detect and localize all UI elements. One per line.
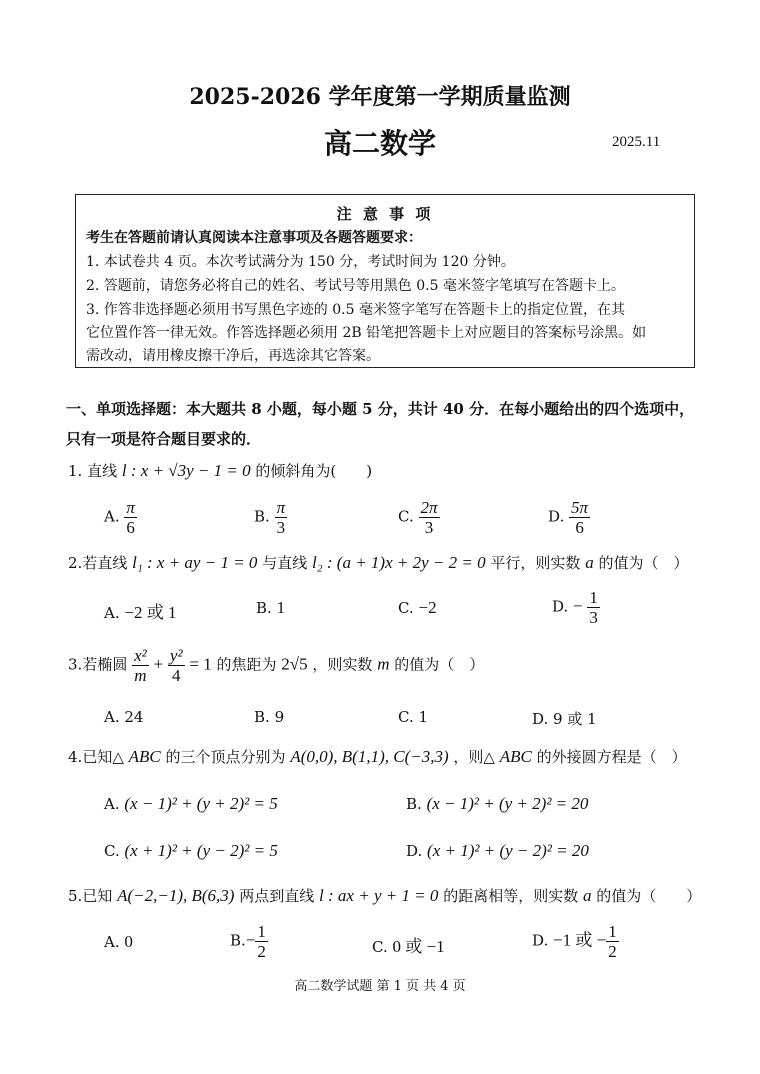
question-number: 5. bbox=[68, 887, 83, 905]
math-expression: 2√5 bbox=[281, 654, 308, 674]
option-value: 9 或 1 bbox=[553, 710, 597, 728]
question-text: 的倾斜角为( ) bbox=[255, 462, 373, 480]
option-a bbox=[104, 498, 137, 537]
option-a bbox=[104, 932, 133, 952]
option-d bbox=[532, 708, 597, 729]
option-value: 24 bbox=[124, 708, 144, 726]
section-heading: 一、单项选择题：本大题共 8 小题，每小题 5 分，共计 40 分．在每小题给出的四个选项中， bbox=[66, 400, 695, 418]
math-expression: ABC bbox=[499, 747, 532, 766]
option-d bbox=[552, 588, 600, 627]
question-text: 若直线 bbox=[82, 554, 128, 572]
option-c bbox=[104, 841, 278, 861]
option-c bbox=[398, 498, 440, 537]
option-label: D. bbox=[552, 597, 569, 616]
question-4 bbox=[68, 746, 687, 767]
exam-date: 2025.11 bbox=[612, 134, 661, 150]
math-expression: l : ax + y + 1 = 0 bbox=[319, 886, 439, 905]
math-expression: ABC bbox=[128, 747, 161, 766]
notice-item-1: 1. 本试卷共 4 页。本次考试满分为 150 分，考试时间为 120 分钟。 bbox=[86, 254, 515, 270]
option-a bbox=[104, 708, 143, 726]
option-label: B. bbox=[256, 599, 272, 617]
option-b bbox=[254, 708, 284, 726]
question-text: 已知 bbox=[82, 887, 113, 905]
question-1 bbox=[68, 460, 372, 481]
exam-title: 2025-2026 学年度第一学期质量监测 bbox=[189, 84, 571, 110]
option-label: A. bbox=[104, 604, 120, 622]
option-c bbox=[372, 932, 445, 957]
option-label: B. bbox=[254, 507, 270, 526]
fraction: $\frac{\pi}{6}$ bbox=[126, 498, 135, 537]
option-value: 1 bbox=[276, 598, 286, 617]
notice-item-3: 3. 作答非选择题必须用书写黑色字迹的 0.5 毫米签字笔写在答题卡上的指定位置，在其 bbox=[86, 302, 625, 318]
option-value: (x − 1)² + (y + 2)² = 5 bbox=[124, 794, 278, 813]
fraction: $\frac{\text{x²}}{m}$ bbox=[134, 646, 147, 685]
option-label: B. bbox=[254, 708, 270, 726]
math-variable: a bbox=[583, 886, 592, 905]
option-value: −2 或 1 bbox=[124, 603, 177, 622]
option-value: (x + 1)² + (y − 2)² = 20 bbox=[427, 841, 589, 860]
option-value: 0 bbox=[124, 932, 133, 951]
section-heading-cont: 只有一项是符合题目要求的． bbox=[66, 430, 262, 448]
option-c bbox=[398, 708, 428, 726]
notice-box bbox=[75, 194, 695, 368]
option-label: D. bbox=[532, 710, 549, 728]
question-text: ，则△ bbox=[453, 748, 495, 766]
subject-title: 高二数学 bbox=[323, 127, 436, 160]
option-label: A. bbox=[104, 708, 120, 726]
notice-item-2: 2. 答题前，请您务必将自己的姓名、考试号等用黑色 0.5 毫米签字笔填写在答题卡上。 bbox=[86, 278, 625, 294]
math-expression: l₁ : x + ay − 1 = 0 bbox=[132, 553, 258, 572]
notice-heading: 注 意 事 项 bbox=[336, 205, 434, 223]
option-label: C. bbox=[398, 708, 414, 726]
option-label: D. bbox=[548, 507, 565, 526]
option-value: (x − 1)² + (y + 2)² = 20 bbox=[426, 794, 589, 813]
notice-intro: 考生在答题前请认真阅读本注意事项及各题答题要求： bbox=[86, 230, 422, 246]
option-value: (x + 1)² + (y − 2)² = 5 bbox=[124, 841, 278, 860]
option-a bbox=[104, 794, 278, 814]
option-label: D. bbox=[532, 931, 549, 950]
option-value: −1 或 − bbox=[553, 930, 607, 950]
fraction: $\frac{1}{2}$ bbox=[257, 922, 266, 961]
question-3: 3.若椭圆 $\frac{\text{x²}}{m}$ + $\frac{\text{y²}}{4}$ = 1 的焦距为 2√5 ，则实数 m 的值为（ ） bbox=[68, 646, 485, 685]
option-value: 0 或 −1 bbox=[392, 937, 445, 956]
option-b bbox=[406, 794, 588, 814]
question-text: 的值为（ ） bbox=[598, 554, 689, 572]
question-2 bbox=[68, 552, 688, 573]
option-label: C. bbox=[398, 599, 414, 617]
question-text: 的焦距为 bbox=[216, 655, 277, 674]
question-number: 4. bbox=[68, 748, 83, 766]
page-footer: 高二数学试题 第 1 页 共 4 页 bbox=[294, 979, 466, 994]
question-number: 1. bbox=[68, 462, 83, 480]
question-text: 的值为（ ） bbox=[596, 887, 702, 905]
option-b bbox=[254, 498, 287, 537]
option-label: C. bbox=[398, 507, 414, 526]
math-variable: a bbox=[585, 553, 594, 572]
option-value: 9 bbox=[274, 708, 285, 726]
math-expression: l : x + √3y − 1 = 0 bbox=[121, 461, 251, 480]
fraction: $\frac{\pi}{3}$ bbox=[276, 498, 286, 537]
notice-item-3-end: 需改动，请用橡皮擦干净后，再选涂其它答案。 bbox=[86, 348, 380, 364]
option-label: A. bbox=[104, 795, 120, 813]
option-label: B. bbox=[230, 931, 246, 950]
question-5 bbox=[68, 885, 701, 906]
question-text: 的距离相等，则实数 bbox=[443, 887, 579, 905]
option-value: − bbox=[245, 930, 256, 950]
question-number: 2. bbox=[68, 554, 83, 572]
fraction: $\frac{2\pi}{3}$ bbox=[420, 498, 438, 537]
question-text: 两点到直线 bbox=[239, 887, 315, 905]
option-label: C. bbox=[104, 842, 120, 860]
question-text: 直线 bbox=[87, 462, 118, 480]
option-label: D. bbox=[406, 842, 423, 860]
option-label: C. bbox=[372, 938, 388, 956]
math-expression: = 1 bbox=[189, 654, 212, 674]
option-label: A. bbox=[104, 507, 120, 526]
option-value: 1 bbox=[418, 708, 429, 726]
question-text: 与直线 bbox=[262, 554, 308, 572]
option-a bbox=[104, 598, 176, 623]
math-variable: m bbox=[377, 654, 390, 674]
question-text: ，则实数 bbox=[312, 655, 373, 674]
option-d bbox=[406, 841, 589, 861]
option-label: B. bbox=[406, 795, 422, 813]
math-expression: l₂ : (a + 1)x + 2y − 2 = 0 bbox=[312, 553, 486, 572]
question-text: 若椭圆 bbox=[82, 655, 128, 674]
question-text: 的三个顶点分别为 bbox=[165, 748, 286, 766]
fraction: $\frac{1}{2}$ bbox=[608, 922, 617, 961]
math-expression: A(−2,−1), B(6,3) bbox=[117, 886, 235, 905]
option-d bbox=[548, 498, 590, 537]
question-text: 已知△ bbox=[82, 748, 124, 766]
notice-item-3-cont: 它位置作答一律无效。作答选择题必须用 2B 铅笔把答题卡上对应题目的答案标号涂黑。如 bbox=[86, 325, 647, 341]
option-d bbox=[532, 922, 619, 961]
question-text: 平行，则实数 bbox=[490, 554, 581, 572]
option-value: − bbox=[573, 596, 583, 616]
question-text: 的外接圆方程是（ ） bbox=[536, 748, 687, 766]
option-b bbox=[256, 598, 285, 618]
option-b bbox=[230, 922, 268, 961]
option-label: A. bbox=[104, 933, 120, 951]
option-c bbox=[398, 598, 437, 618]
fraction: $\frac{1}{3}$ bbox=[589, 588, 598, 627]
math-expression: A(0,0), B(1,1), C(−3,3) bbox=[290, 747, 449, 766]
option-value: −2 bbox=[418, 598, 437, 617]
fraction: $\frac{\text{y²}}{4}$ bbox=[169, 646, 183, 685]
question-text: 的值为（ ） bbox=[394, 655, 485, 674]
question-number: 3. bbox=[68, 655, 83, 674]
fraction: $\frac{5\pi}{6}$ bbox=[571, 498, 589, 537]
